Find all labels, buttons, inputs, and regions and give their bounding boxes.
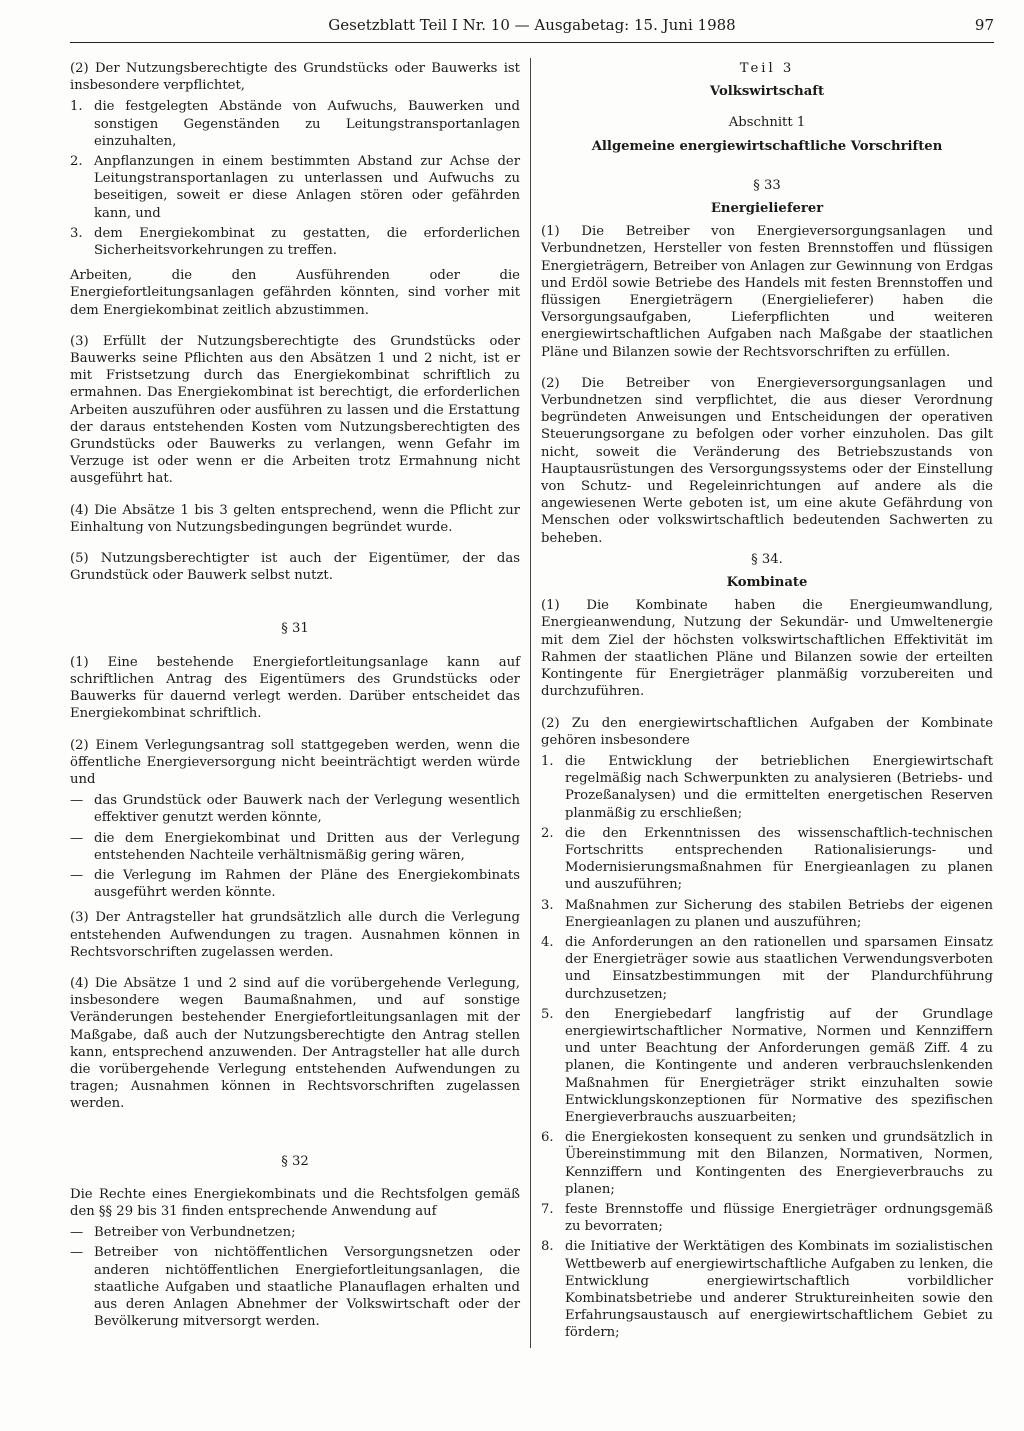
list-item [70, 1224, 520, 1241]
list-text: die Verlegung im Rahmen der Pläne des Energiekombinats ausgeführt werden könnte. [94, 867, 520, 901]
list-number: 3. [70, 225, 83, 241]
list-item [541, 1201, 993, 1235]
list-item [70, 830, 520, 864]
list-number: 5. [541, 1006, 554, 1022]
left-column [70, 60, 520, 1333]
list-text: Betreiber von Verbundnetzen; [94, 1225, 296, 1241]
paragraph-3: (3) Erfüllt der Nutzungsberechtigte des Grundstücks oder Bauwerks seine Pflichten aus den Absätzen 1 und 2 nicht, ist er mit Fristsetzung durch das Energiekombinat schriftlich zu ermahnen. Das Energiekombinat ist berechtigt, die erforderlichen Arbeiten auszuführen oder ausführen zu lassen und die Erstattung der daraus entstehenden Kosten vom Nutzungsberechtigten des Grundstücks oder Bauwerks zu verlangen, wenn Gefahr im Verzuge ist oder wenn er die Arbeiten trotz Ermahnung nicht ausgeführt hat. [70, 333, 520, 487]
list-number: 3. [541, 897, 554, 913]
list-number: 6. [541, 1130, 554, 1146]
list-text: die Initiative der Werktätigen des Kombinats im sozialistischen Wettbewerb auf energiewirtschaftliche Aufgaben zu lenken, die Entwicklung energiewirtschaftlich vorbildlicher Kombinatsbetriebe und anderer Struktureinheiten sowie den Erfahrungsaustausch auf energiewirtschaftlichem Gebiet zu fördern; [565, 1239, 993, 1341]
list-number: 7. [541, 1201, 554, 1217]
section-34-heading: § 34. [751, 551, 783, 567]
list-dash: — [70, 867, 84, 883]
paragraph-5: (5) Nutzungsberechtigter ist auch der Eigentümer, der das Grundstück oder Bauwerk selbst nutzt. [70, 551, 520, 584]
section-31-paragraph-4: (4) Die Absätze 1 und 2 sind auf die vorübergehende Verlegung, insbesondere wegen Baumaßnahmen, und auf sonstige Veränderungen bestehender Energiefortleitungsanlagen mit der Maßgabe, daß auch der Nutzungsberechtigte den Antrag stellen kann, entsprechend anzuwenden. Der Antragsteller hat alle durch die vorübergehende Verlegung entstehenden Aufwendungen zu tragen; Ausnahmen können in Rechtsvorschriften zugelassen werden. [70, 975, 520, 1112]
section-34-paragraph-2: (2) Zu den energiewirtschaftlichen Aufgaben der Kombinate gehören insbesondere [541, 715, 993, 748]
list-item [541, 1238, 993, 1341]
section-33-heading: § 33 [753, 177, 781, 193]
section-33-paragraph-1: (1) Die Betreiber von Energieversorgungsanlagen und Verbundnetzen, Hersteller von festen Brennstoffen und flüssigen Energieträgern, Betreiber von Anlagen zur Gewinnung von Erdgas und Erdöl sowie Betriebe des Handels mit festen Brennstoffen und flüssigen Energieträgern (Energielieferer) haben die Versorgungsaufgaben, Lieferpflichten und weiteren energiewirtschaftlichen Aufgaben nach Maßgabe der staatlichen Pläne und Bilanzen sowie der Rechtsvorschriften zu erfüllen. [541, 224, 993, 360]
list-text: dem Energiekombinat zu gestatten, die erforderlichen Sicherheitsvorkehrungen zu treffen. [94, 225, 520, 259]
list-item [70, 1244, 520, 1330]
page-header [70, 14, 994, 43]
part-title: Volkswirtschaft [709, 84, 825, 100]
section-31-paragraph-1: (1) Eine bestehende Energiefortleitungsanlage kann auf schriftlichen Antrag des Eigentümers des Grundstücks oder Bauwerks für dauernd verlegt werden. Darüber entscheidet das Energiekombinat schriftlich. [70, 654, 520, 722]
section-31-paragraph-2: (2) Einem Verlegungsantrag soll stattgegeben werden, wenn die öffentliche Energieversorgung nicht beeinträchtigt werden würde und [70, 737, 520, 787]
part-label: Teil 3 [739, 61, 795, 76]
list-item [70, 98, 520, 150]
paragraph-2-intro: (2) Der Nutzungsberechtigte des Grundstücks oder Bauwerks ist insbesondere verpflichtet, [70, 61, 520, 94]
list-number: 4. [541, 934, 554, 950]
section-31-heading: § 31 [281, 621, 309, 637]
list-number: 1. [541, 753, 554, 769]
list-text: die dem Energiekombinat und Dritten aus der Verlegung entstehenden Nachteile verhältnismäßig gering wären, [94, 830, 520, 863]
list-dash: — [70, 1245, 84, 1261]
column-divider [530, 58, 531, 1348]
list-item [541, 753, 993, 822]
list-item [70, 153, 520, 222]
list-dash: — [70, 1225, 84, 1241]
list-text: Maßnahmen zur Sicherung des stabilen Betriebs der eigenen Energieanlagen zu planen und auszuführen; [565, 897, 993, 930]
list-number: 8. [541, 1239, 554, 1255]
list-item [541, 825, 993, 894]
list-text: die Anforderungen an den rationellen und sparsamen Einsatz der Energieträger sowie aus staatlichen Verwendungsverboten und Einsatzbestimmungen mit der Plandurchführung durchzusetzen; [565, 934, 993, 1002]
list-number: 1. [70, 99, 83, 115]
section-33-title: Energielieferer [710, 201, 824, 217]
list-text: die Energiekosten konsequent zu senken und grundsätzlich in Übereinstimmung mit den Bilanzen, Normativen, Normen, Kennziffern und Kontingenten des Energieverbrauchs zu planen; [565, 1130, 993, 1197]
chapter-title: Allgemeine energiewirtschaftliche Vorschriften [591, 138, 943, 154]
chapter-label: Abschnitt 1 [728, 115, 806, 131]
list-number: 2. [70, 154, 83, 170]
list-text: Betreiber von nichtöffentlichen Versorgungsnetzen oder anderen nichtöffentlichen Energiefortleitungsanlagen, die staatliche Aufgaben und staatliche Planauflagen erhalten und aus deren Anlagen Abnehmer der Volkswirtschaft oder der Bevölkerung mitversorgt werden. [94, 1245, 520, 1330]
list-text: das Grundstück oder Bauwerk nach der Verlegung wesentlich effektiver genutzt werden könnte, [94, 793, 520, 826]
list-text: den Energiebedarf langfristig auf der Grundlage energiewirtschaftlicher Normative, Normen und Kennziffern und unter Beachtung der Anforderungen gemäß Ziff. 4 zu planen, die Kontingente und anderen verbrauchslenkenden Maßnahmen für Energieträger strikt einzuhalten sowie Entwicklungskonzeptionen für Normative des spezifischen Energieverbrauchs auszuarbeiten; [565, 1006, 993, 1125]
section-32-paragraph-1: Die Rechte eines Energiekombinats und die Rechtsfolgen gemäß den §§ 29 bis 31 finden entsprechende Anwendung auf [70, 1186, 520, 1219]
page-number: 97 [974, 16, 994, 34]
list-item [70, 225, 520, 259]
right-column [541, 60, 993, 1345]
list-dash: — [70, 793, 84, 809]
section-31-paragraph-3: (3) Der Antragsteller hat grundsätzlich alle durch die Verlegung entstehenden Aufwendungen zu tragen. Ausnahmen können in Rechtsvorschriften zugelassen werden. [70, 910, 520, 960]
list-item [541, 934, 993, 1003]
list-item [541, 1006, 993, 1126]
list-dash: — [70, 830, 84, 846]
section-33-paragraph-2: (2) Die Betreiber von Energieversorgungsanlagen und Verbundnetzen sind verpflichtet, die aus dieser Verordnung begründeten Anweisungen und Entscheidungen der operativen Steuerungsorgane zu befolgen oder vorher einzuholen. Das gilt nicht, soweit die Veränderung des Betriebszustands von Hauptausrüstungen des Versorgungssystems oder der Einstellung von Schutz- und Regeleinrichtungen auf andere als die angewiesenen Werte geboten ist, um eine akute Gefährdung von Menschen oder volkswirtschaftlich bedeutenden Sachwerten zu beheben. [541, 375, 993, 546]
list-text: feste Brennstoffe und flüssige Energieträger ordnungsgemäß zu bevorraten; [565, 1201, 993, 1235]
header-title: Gesetzblatt Teil I Nr. 10 — Ausgabetag: 15. Juni 1988 [328, 16, 736, 34]
list-text: die den Erkenntnissen des wissenschaftlich-technischen Fortschritts entsprechenden Rationalisierungs- und Modernisierungsmaßnahmen für Energieanlagen zu planen und auszuführen; [565, 825, 993, 893]
list-number: 2. [541, 825, 554, 841]
list-item [541, 1129, 993, 1198]
list-text: Anpflanzungen in einem bestimmten Abstand zur Achse der Leitungstransportanlagen zu unterlassen und Aufwuchs zu beseitigen, soweit er diese Anlagen stören oder gefährden kann, und [94, 154, 520, 221]
list-item [70, 867, 520, 901]
list-text: die festgelegten Abstände von Aufwuchs, Bauwerken und sonstigen Gegenständen zu Leitungstransportanlagen einzuhalten, [94, 99, 520, 149]
section-32-heading: § 32 [281, 1153, 309, 1169]
list-item [541, 897, 993, 931]
section-34-title: Kombinate [726, 575, 808, 591]
list-item [70, 792, 520, 826]
paragraph-2-after: Arbeiten, die den Ausführenden oder die Energiefortleitungsanlagen gefährden könnten, sind vorher mit dem Energiekombinat zeitlich abzustimmen. [70, 268, 520, 318]
list-text: die Entwicklung der betrieblichen Energiewirtschaft regelmäßig nach Schwerpunkten zu analysieren (Betriebs- und Prozeßanalysen) und die ermittelten energetischen Reserven planmäßig zu erschließen; [565, 753, 993, 821]
section-34-paragraph-1: (1) Die Kombinate haben die Energieumwandlung, Energieanwendung, Nutzung der Sekundär- und Umweltenergie mit dem Ziel der höchsten volkswirtschaftlichen Effektivität im Rahmen der staatlichen Pläne und Bilanzen sowie der erteilten Kontingente für Energieträger planmäßig vorzubereiten und durchzuführen. [541, 598, 993, 700]
paragraph-4: (4) Die Absätze 1 bis 3 gelten entsprechend, wenn die Pflicht zur Einhaltung von Nutzungsbedingungen begründet wurde. [70, 502, 520, 535]
